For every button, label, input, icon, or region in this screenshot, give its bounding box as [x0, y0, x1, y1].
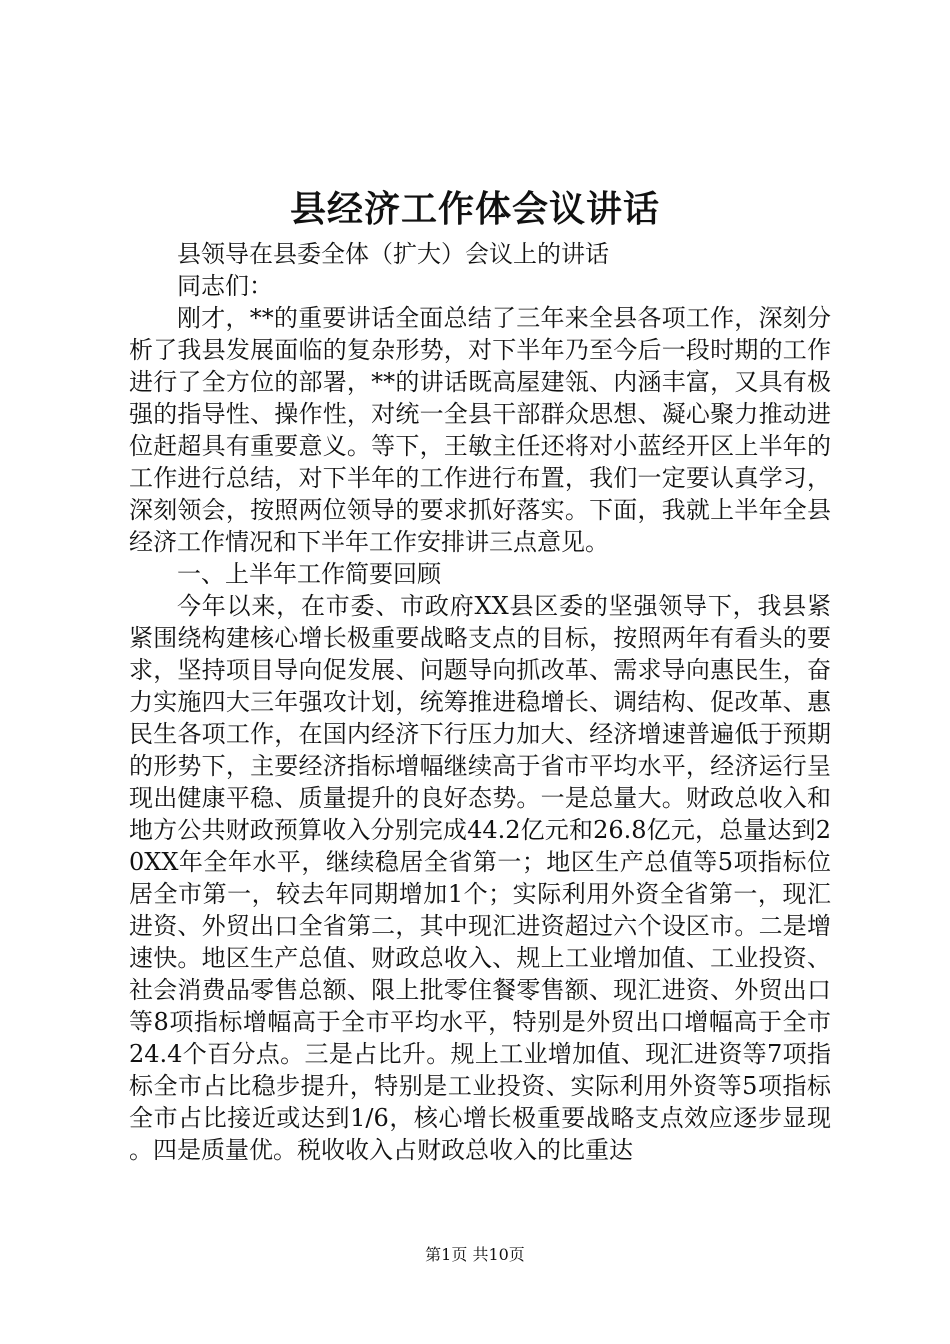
salutation-paragraph: 同志们：: [177, 272, 273, 300]
document-body: [129, 238, 831, 1166]
document-title: 县经济工作体会议讲话: [289, 188, 660, 230]
page-footer: 第1页 共10页: [425, 1245, 525, 1264]
body-paragraph: 今年以来，在市委、市政府XX县区委的坚强领导下，我县紧紧围绕构建核心增长极重要战略支点的目标，按照两年有看头的要求，坚持项目导向促发展、问题导向抓改革、需求导向惠民生，奋力实施四大三年强攻计划，统筹推进稳增长、调结构、促改革、惠民生各项工作，在国内经济下行压力加大、经济增速普遍低于预期的形势下，主要经济指标增幅继续高于省市平均水平，经济运行呈现出健康平稳、质量提升的良好态势。一是总量大。财政总收入和地方公共财政预算收入分别完成44.2亿元和26.8亿元，总量达到20XX年全年水平，继续稳居全省第一；地区生产总值等5项指标位居全市第一，较去年同期增加1个；实际利用外资全省第一，现汇进资、外贸出口全省第二，其中现汇进资超过六个设区市。二是增速快。地区生产总值、财政总收入、规上工业增加值、工业投资、社会消费品零售总额、限上批零住餐零售额、现汇进资、外贸出口等8项指标增幅高于全市平均水平，特别是外贸出口增幅高于全市24.4个百分点。三是占比升。规上工业增加值、现汇进资等7项指标全市占比稳步提升，特别是工业投资、实际利用外资等5项指标全市占比接近或达到1/6，核心增长极重要战略支点效应逐步显现。四是质量优。税收收入占财政总收入的比重达: [129, 592, 831, 1164]
section-heading: 一、上半年工作简要回顾: [177, 560, 441, 588]
body-paragraph: 刚才，**的重要讲话全面总结了三年来全县各项工作，深刻分析了我县发展面临的复杂形势，对下半年乃至今后一段时期的工作进行了全方位的部署，**的讲话既高屋建瓴、内涵丰富，又具有极强的指导性、操作性，对统一全县干部群众思想、凝心聚力推动进位赶超具有重要意义。等下，王敏主任还将对小蓝经开区上半年的工作进行总结，对下半年的工作进行布置，我们一定要认真学习，深刻领会，按照两位领导的要求抓好落实。下面，我就上半年全县经济工作情况和下半年工作安排讲三点意见。: [129, 304, 831, 556]
subtitle-paragraph: 县领导在县委全体（扩大）会议上的讲话: [177, 240, 609, 268]
